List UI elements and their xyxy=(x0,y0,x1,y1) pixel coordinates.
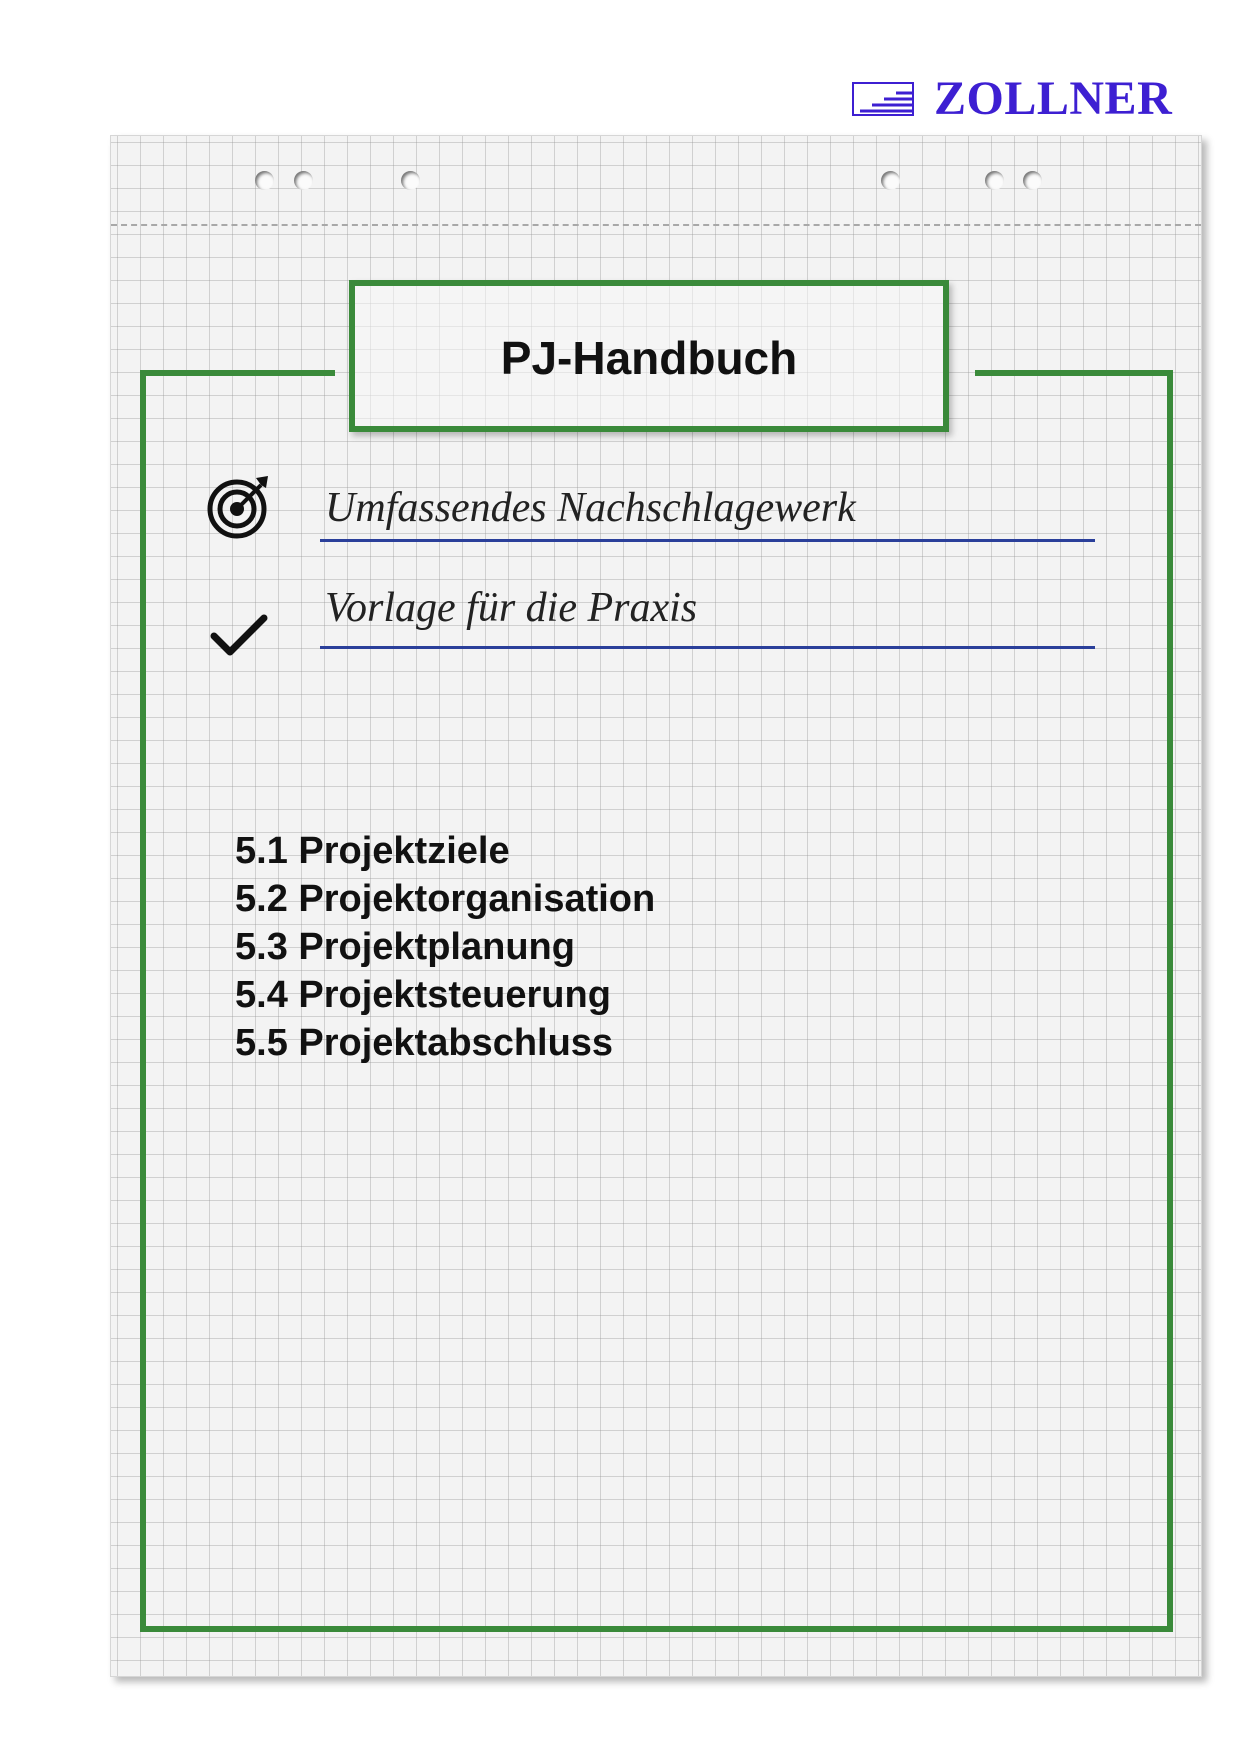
contents-item: 5.5 Projektabschluss xyxy=(235,1022,614,1064)
contents-item: 5.1 Projektziele xyxy=(235,830,510,872)
checkmark-icon xyxy=(210,612,270,663)
punch-hole xyxy=(401,171,420,190)
frame-border-bottom xyxy=(140,1626,1173,1632)
frame-border-top-right xyxy=(975,370,1173,376)
subtitle-underline xyxy=(320,539,1095,542)
punch-hole xyxy=(881,171,900,190)
frame-border-left xyxy=(140,372,146,1632)
subtitle-underline xyxy=(320,646,1095,649)
frame-border-top-left xyxy=(140,370,335,376)
contents-item: 5.2 Projektorganisation xyxy=(235,878,656,920)
contents-list xyxy=(235,827,655,1067)
perforation-line xyxy=(111,224,1201,226)
contents-item: 5.3 Projektplanung xyxy=(235,926,575,968)
subtitle-template: Vorlage für die Praxis xyxy=(325,585,698,631)
company-logo xyxy=(852,72,1173,125)
punch-hole xyxy=(1023,171,1042,190)
punch-hole xyxy=(294,171,313,190)
punch-hole xyxy=(985,171,1004,190)
subtitle-reference: Umfassendes Nachschlagewerk xyxy=(325,485,856,531)
logo-stripes-icon xyxy=(852,82,914,116)
contents-item: 5.4 Projektsteuerung xyxy=(235,974,611,1016)
logo-name: ZOLLNER xyxy=(934,72,1173,125)
frame-border-right xyxy=(1167,372,1173,1632)
page-title: PJ-Handbuch xyxy=(500,332,798,384)
title-box xyxy=(349,280,949,432)
punch-hole xyxy=(255,171,274,190)
target-icon xyxy=(206,474,272,545)
